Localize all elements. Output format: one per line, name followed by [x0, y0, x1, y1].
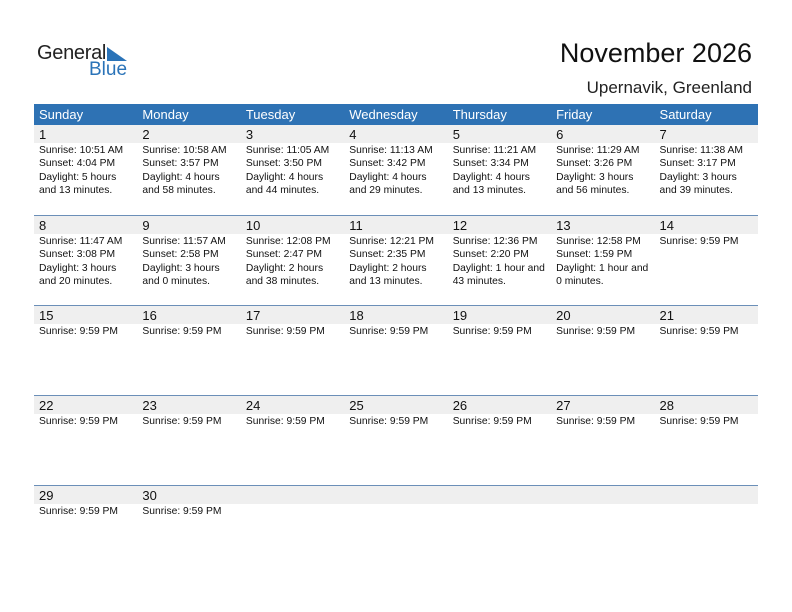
day-info: [349, 144, 447, 198]
day-info-line: Sunset: 2:58 PM: [142, 249, 219, 261]
day-cell: [34, 306, 137, 395]
day-info-line: Daylight: 4 hours: [452, 171, 530, 183]
day-info-line: Daylight: 1 hour and: [452, 262, 545, 274]
day-info: [246, 415, 344, 428]
day-cell: [137, 396, 240, 485]
day-info: [556, 235, 654, 289]
day-number: 6: [556, 127, 564, 142]
day-info-line: Sunset: 3:17 PM: [659, 158, 736, 170]
day-cell: [34, 486, 137, 575]
day-info-line: Sunset: 1:59 PM: [556, 249, 633, 261]
day-number: 18: [349, 308, 364, 323]
day-info: [142, 505, 240, 518]
day-number: 25: [349, 398, 364, 413]
day-info-line: Daylight: 3 hours: [659, 171, 737, 183]
day-info: [660, 235, 758, 248]
day-info-line: and 13 minutes.: [39, 185, 113, 197]
day-info-line: Sunrise: 12:58 PM: [556, 236, 641, 247]
day-info-line: Sunrise: 9:59 PM: [659, 236, 739, 247]
day-info-line: Sunset: 3:08 PM: [39, 249, 116, 261]
day-info-line: 43 minutes.: [452, 276, 506, 288]
day-info: [39, 505, 137, 518]
day-cell: [137, 306, 240, 395]
day-cell: [448, 396, 551, 485]
day-number: 30: [142, 488, 157, 503]
day-info: [39, 415, 137, 428]
day-info: [556, 325, 654, 338]
day-cell: [241, 306, 344, 395]
day-info-line: Sunrise: 9:59 PM: [452, 416, 532, 427]
day-number: 28: [659, 398, 674, 413]
day-info-line: Daylight: 5 hours: [39, 171, 117, 183]
day-cell: [34, 216, 137, 305]
day-number: 8: [39, 218, 47, 233]
day-info: [660, 415, 758, 428]
day-cell: [655, 216, 758, 305]
day-cell: [137, 216, 240, 305]
day-cell: [551, 125, 654, 215]
day-number: 19: [452, 308, 468, 323]
day-info: [349, 415, 447, 428]
day-info-line: Sunrise: 12:21 PM: [349, 236, 434, 247]
day-info: [453, 144, 551, 198]
day-info-line: and 58 minutes.: [142, 185, 216, 197]
day-cell: [241, 125, 344, 215]
day-info-line: Daylight: 4 hours: [245, 171, 324, 183]
day-cell: [344, 306, 447, 395]
weekday-sunday: Sunday: [39, 107, 84, 122]
day-info: [246, 325, 344, 338]
day-info-line: Sunrise: 9:59 PM: [349, 416, 429, 427]
day-cell: [137, 486, 240, 575]
calendar-grid: [34, 125, 758, 575]
day-info-line: Sunset: 3:50 PM: [245, 158, 322, 170]
day-info-line: Sunset: 3:42 PM: [349, 158, 426, 170]
day-info-line: Sunrise: 9:59 PM: [142, 506, 222, 517]
day-info-line: Sunrise: 9:59 PM: [142, 326, 222, 337]
day-info-line: 0 minutes.: [556, 276, 604, 288]
week-row: [34, 305, 758, 395]
day-number: 3: [245, 127, 254, 142]
weekday-wednesday: Wednesday: [349, 107, 418, 122]
page-title: November 2026: [559, 38, 752, 68]
day-info-line: Sunrise: 12:36 PM: [452, 236, 538, 247]
day-number: 29: [39, 488, 54, 503]
day-info-line: Sunrise: 9:59 PM: [659, 326, 739, 337]
day-info-line: and 20 minutes.: [39, 276, 113, 288]
day-number: 23: [142, 398, 157, 413]
day-info-line: Sunrise: 9:59 PM: [245, 416, 325, 427]
day-info-line: Sunset: 3:57 PM: [142, 158, 219, 170]
day-info-line: Sunrise: 10:51 AM: [39, 145, 124, 156]
day-info: [660, 144, 758, 198]
day-info: [453, 325, 551, 338]
day-info: [349, 235, 447, 289]
day-info: [142, 144, 240, 198]
day-info-line: Sunrise: 9:59 PM: [39, 326, 118, 337]
day-cell: [344, 125, 447, 215]
day-number: 13: [556, 218, 571, 233]
location: Upernavik, Greenland: [586, 78, 752, 97]
day-number: 14: [659, 218, 674, 233]
day-info: [246, 235, 344, 289]
day-info-line: Sunrise: 9:59 PM: [556, 326, 636, 337]
day-number: 12: [452, 218, 468, 233]
weekday-thursday: Thursday: [452, 107, 507, 122]
day-info-line: Sunrise: 11:38 AM: [659, 145, 743, 156]
day-number: 24: [245, 398, 261, 413]
weekday-tuesday: Tuesday: [245, 107, 296, 122]
day-number: 9: [142, 218, 150, 233]
day-cell: [551, 216, 654, 305]
day-number: 26: [452, 398, 468, 413]
day-info: [39, 235, 137, 289]
day-info-line: Sunrise: 9:59 PM: [659, 416, 739, 427]
day-info-line: Daylight: 3 hours: [142, 262, 220, 274]
day-number: 17: [245, 308, 261, 323]
day-number: 10: [245, 218, 261, 233]
day-info-line: Sunrise: 10:58 AM: [142, 145, 227, 156]
day-number: 11: [349, 218, 363, 233]
day-number: 21: [659, 308, 674, 323]
day-cell: [551, 396, 654, 485]
day-info-line: and 13 minutes.: [452, 185, 526, 197]
day-info-line: Daylight: 2 hours: [349, 262, 427, 274]
day-info-line: Sunrise: 9:59 PM: [349, 326, 429, 337]
weekday-monday: Monday: [142, 107, 189, 122]
day-info-line: Daylight: 3 hours: [556, 171, 634, 183]
day-info: [142, 325, 240, 338]
day-info-line: Sunset: 2:47 PM: [245, 249, 322, 261]
day-info-line: Sunrise: 11:57 AM: [142, 236, 226, 247]
day-info-line: Sunrise: 9:59 PM: [39, 416, 118, 427]
weekday-friday: Friday: [556, 107, 593, 122]
day-info: [453, 415, 551, 428]
day-info-line: and 44 minutes.: [245, 185, 320, 197]
day-info-line: and 29 minutes.: [349, 185, 423, 197]
day-cell: [34, 125, 137, 215]
day-info-line: and 39 minutes.: [659, 185, 733, 197]
day-info: [556, 415, 654, 428]
day-number: 20: [556, 308, 571, 323]
day-number: 22: [39, 398, 54, 413]
day-info-line: Sunrise: 11:21 AM: [452, 145, 537, 156]
day-info: [246, 144, 344, 198]
weekday-saturday: Saturday: [659, 107, 712, 122]
day-cell: [34, 396, 137, 485]
day-info: [453, 235, 551, 289]
day-cell: [241, 396, 344, 485]
day-info: [660, 325, 758, 338]
day-cell: [655, 306, 758, 395]
day-info: [556, 144, 654, 198]
day-number: 4: [349, 127, 357, 142]
day-cell: [241, 216, 344, 305]
day-info-line: Daylight: 4 hours: [142, 171, 220, 183]
day-info-line: Sunrise: 9:59 PM: [556, 416, 636, 427]
day-info-line: Sunrise: 11:05 AM: [245, 145, 330, 156]
week-row: [34, 125, 758, 215]
day-cell: [655, 396, 758, 485]
day-info-line: Sunset: 2:35 PM: [349, 249, 426, 261]
day-info-line: and 38 minutes.: [245, 276, 320, 288]
day-info-line: Sunset: 4:04 PM: [39, 158, 116, 170]
day-info: [142, 235, 240, 289]
day-info: [142, 415, 240, 428]
logo-general-text: General: [37, 42, 107, 64]
day-number: 27: [556, 398, 571, 413]
day-info-line: Sunrise: 11:29 AM: [556, 145, 640, 156]
day-info-line: Sunrise: 9:59 PM: [245, 326, 325, 337]
day-info-line: Sunrise: 9:59 PM: [452, 326, 532, 337]
week-row: [34, 215, 758, 305]
day-info-line: Sunrise: 12:08 PM: [245, 236, 331, 247]
day-info-line: Sunrise: 11:47 AM: [39, 236, 123, 247]
day-info-line: Sunrise: 11:13 AM: [349, 145, 433, 156]
day-info-line: and 13 minutes.: [349, 276, 423, 288]
day-cell: [137, 125, 240, 215]
day-cell: [551, 306, 654, 395]
day-number: 7: [659, 127, 667, 142]
logo-blue-text: Blue: [89, 59, 128, 80]
day-info: [39, 325, 137, 338]
day-number: 16: [142, 308, 157, 323]
day-info-line: Sunset: 2:20 PM: [452, 249, 529, 261]
day-cell: [448, 306, 551, 395]
day-info-line: and 0 minutes.: [142, 276, 210, 288]
week-row: [34, 485, 758, 575]
day-number: 15: [39, 308, 54, 323]
day-number: 1: [39, 127, 47, 142]
day-info-line: Daylight: 1 hour and: [556, 262, 649, 274]
day-info: [349, 325, 447, 338]
day-cell: [344, 216, 447, 305]
day-info: [39, 144, 137, 198]
day-info-line: Daylight: 4 hours: [349, 171, 427, 183]
day-number: 5: [452, 127, 460, 142]
day-cell: [448, 125, 551, 215]
week-row: [34, 395, 758, 485]
day-cell: [344, 396, 447, 485]
day-info-line: Daylight: 3 hours: [39, 262, 117, 274]
logo: [37, 42, 137, 82]
day-info-line: Daylight: 2 hours: [245, 262, 324, 274]
day-info-line: Sunset: 3:26 PM: [556, 158, 633, 170]
day-info-line: Sunset: 3:34 PM: [452, 158, 529, 170]
day-number: 2: [142, 127, 150, 142]
day-cell: [448, 216, 551, 305]
day-info-line: and 56 minutes.: [556, 185, 630, 197]
weekday-header: [34, 104, 758, 125]
day-cell: [655, 125, 758, 215]
day-info-line: Sunrise: 9:59 PM: [142, 416, 222, 427]
day-info-line: Sunrise: 9:59 PM: [39, 506, 118, 517]
